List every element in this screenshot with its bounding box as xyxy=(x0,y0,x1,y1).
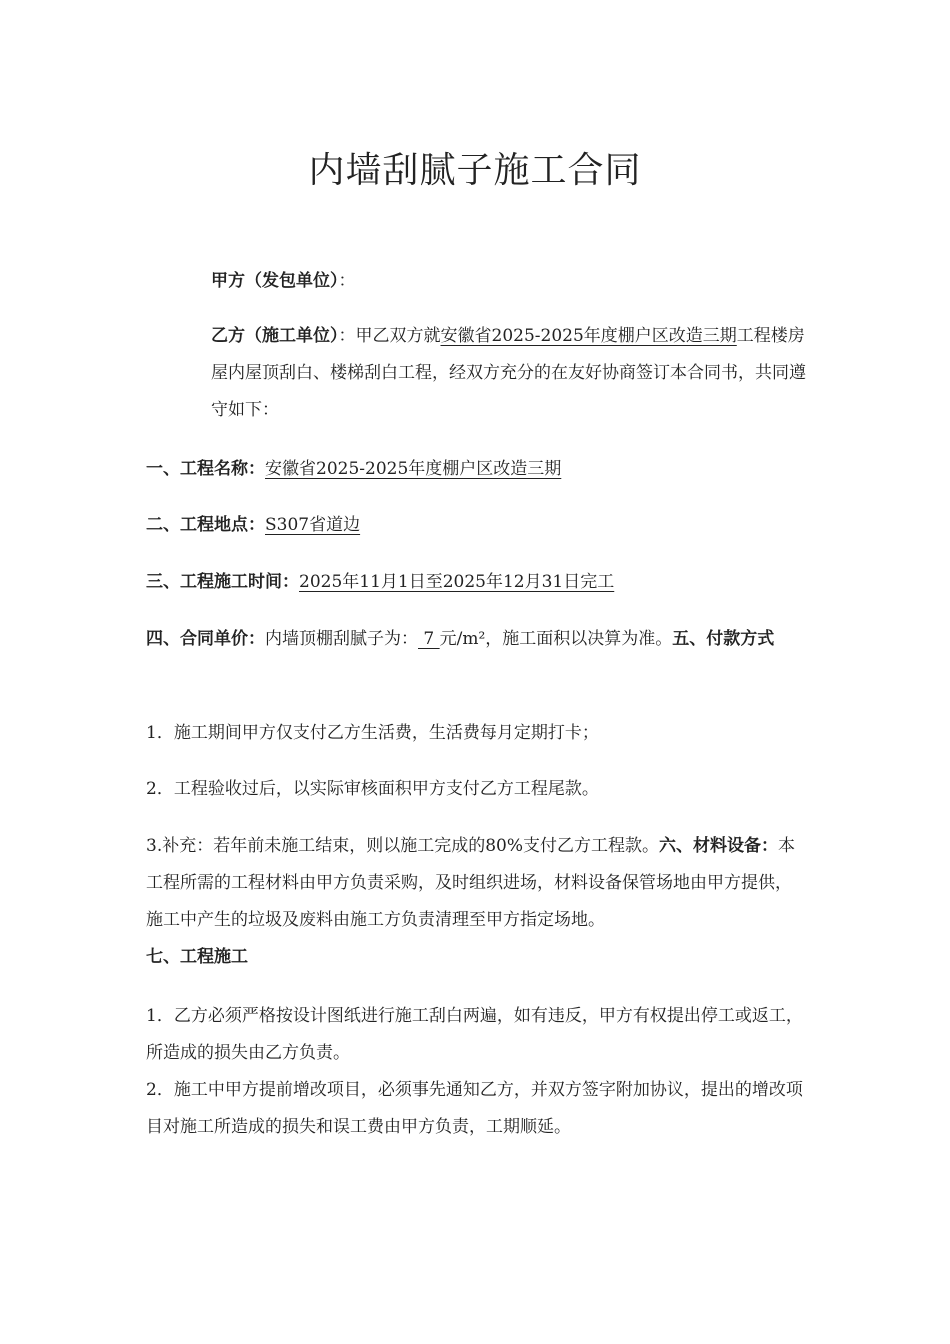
unit-price-colon: ： xyxy=(248,629,265,649)
party-a-label: 甲方（发包单位） xyxy=(211,271,339,291)
construction-time-value: 2025年11月1日至2025年12月31日完工 xyxy=(299,572,615,592)
project-name-label: 一、工程名称 xyxy=(146,459,248,479)
materials-text: 本工程所需的工程材料由甲方负责采购，及时组织进场，材料设备保管场地由甲方提供，施工中产生的垃圾及废料由施工方负责清理至甲方指定场地。 xyxy=(146,836,796,930)
section-project-location xyxy=(146,507,808,544)
construction-time-label: 三、工程施工时间 xyxy=(146,572,282,592)
party-b-colon: ： xyxy=(338,326,356,346)
materials-heading: 六、材料设备 xyxy=(659,836,762,856)
party-b-label: 乙方（施工单位） xyxy=(211,326,339,346)
construction-time-colon: ： xyxy=(282,572,299,592)
materials-colon: ： xyxy=(761,836,779,856)
project-name-colon: ： xyxy=(248,459,265,479)
project-location-label: 二、工程地点 xyxy=(146,515,248,535)
party-b-project-ref: 安徽省2025-2025年度棚户区改造三期 xyxy=(440,326,737,346)
party-a-line xyxy=(211,263,808,300)
project-location-value: S307省道边 xyxy=(265,515,361,535)
unit-price-value: 7 xyxy=(418,629,440,649)
document-title: 内墙刮腻子施工合同 xyxy=(308,150,642,191)
party-b-text-before: 甲乙双方就 xyxy=(355,326,441,346)
construction-item-2: 2．施工中甲方提前增改项目，必须事先通知乙方，并双方签字附加协议，提出的增改项目对施工所造成的损失和误工费由甲方负责，工期顺延。 xyxy=(146,1080,803,1137)
payment-item-2: 2．工程验收过后，以实际审核面积甲方支付乙方工程尾款。 xyxy=(146,779,599,799)
construction-heading: 七、工程施工 xyxy=(146,947,248,967)
unit-price-text-before: 内墙顶棚刮腻子为： xyxy=(265,629,418,649)
construction-item-1: 1．乙方必须严格按设计图纸进行施工刮白两遍，如有违反，甲方有权提出停工或返工，所造成的损失由乙方负责。 xyxy=(146,1006,803,1063)
section-unit-price xyxy=(146,621,808,658)
project-location-colon: ： xyxy=(248,515,265,535)
unit-price-text-after: 元/m²，施工面积以决算为准。 xyxy=(439,629,673,649)
party-b-paragraph xyxy=(211,318,808,429)
section-project-name xyxy=(146,451,808,488)
section-construction-time xyxy=(146,564,808,601)
project-name-value: 安徽省2025-2025年度棚户区改造三期 xyxy=(265,459,562,479)
payment-item-3-and-materials xyxy=(146,828,808,939)
payment-item-3: 3.补充：若年前未施工结束，则以施工完成的80%支付乙方工程款。 xyxy=(146,836,660,856)
payment-item-1: 1．施工期间甲方仅支付乙方生活费，生活费每月定期打卡； xyxy=(146,723,599,743)
party-a-colon: ： xyxy=(338,271,356,291)
unit-price-label: 四、合同单价 xyxy=(146,629,248,649)
payment-method-heading: 五、付款方式 xyxy=(672,629,775,649)
party-b-text-after: 工程楼房屋内屋顶刮白、楼梯刮白工程，经双方充分的在友好协商签订本合同书，共同遵守如下： xyxy=(211,326,806,420)
